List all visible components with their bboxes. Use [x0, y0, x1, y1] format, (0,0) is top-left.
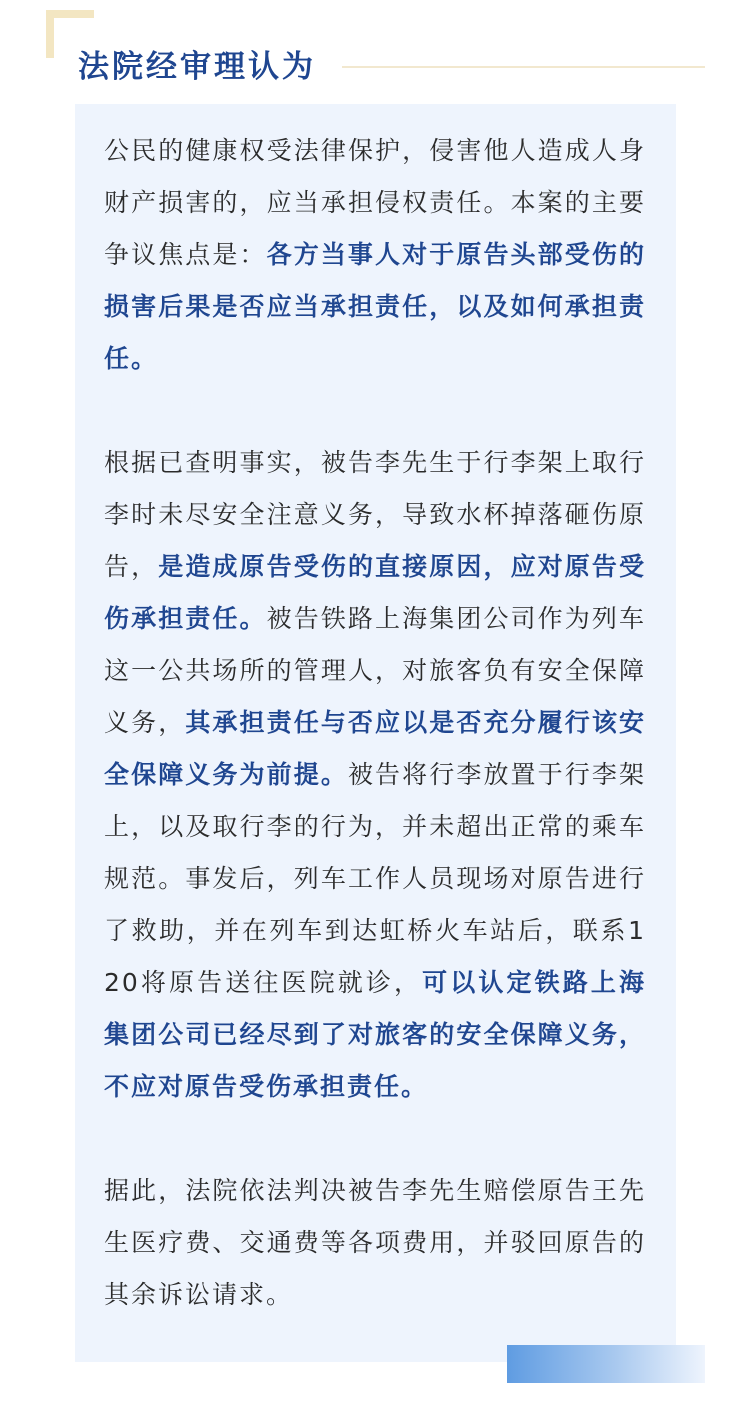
- paragraph-2-text-3: 被告将行李放置于行李架上，以及取行李的行为，并未超出正常的乘车规范。事发后，列车工作人员现场对原告进行了救助，并在列车到达虹桥火车站后，联系120将原告送往医院就诊，: [104, 760, 646, 997]
- paragraph-3: [104, 1165, 646, 1321]
- gradient-accent-bar: [507, 1345, 705, 1383]
- paragraph-2-highlight-3: 可以认定铁路上海集团公司已经尽到了对旅客的安全保障义务，不应对原告受伤承担责任。: [104, 968, 646, 1101]
- title-divider-line: [342, 66, 705, 68]
- paragraph-1-text-1: 公民的健康权受法律保护，侵害他人造成人身财产损害的，应当承担侵权责任。本案的主要争议焦点是：: [104, 136, 646, 269]
- paragraph-2-highlight-2: 其承担责任与否应以是否充分履行该安全保障义务为前提。: [104, 708, 646, 789]
- paragraph-2-text-2: 被告铁路上海集团公司作为列车这一公共场所的管理人，对旅客负有安全保障义务，: [104, 604, 646, 737]
- paragraph-2: [104, 437, 646, 1113]
- paragraph-1: [104, 125, 646, 385]
- content-card: [75, 104, 676, 1362]
- corner-bracket-vertical: [46, 10, 54, 58]
- paragraph-2-highlight-1: 是造成原告受伤的直接原因，应对原告受伤承担责任。: [104, 552, 646, 633]
- paragraph-1-highlight-1: 各方当事人对于原告头部受伤的损害后果是否应当承担责任，以及如何承担责任。: [104, 240, 646, 373]
- section-title: 法院经审理认为: [78, 49, 316, 85]
- paragraph-2-text-1: 根据已查明事实，被告李先生于行李架上取行李时未尽安全注意义务，导致水杯掉落砸伤原告，: [104, 448, 646, 581]
- paragraph-3-text-1: 据此，法院依法判决被告李先生赔偿原告王先生医疗费、交通费等各项费用，并驳回原告的其余诉讼请求。: [104, 1176, 646, 1309]
